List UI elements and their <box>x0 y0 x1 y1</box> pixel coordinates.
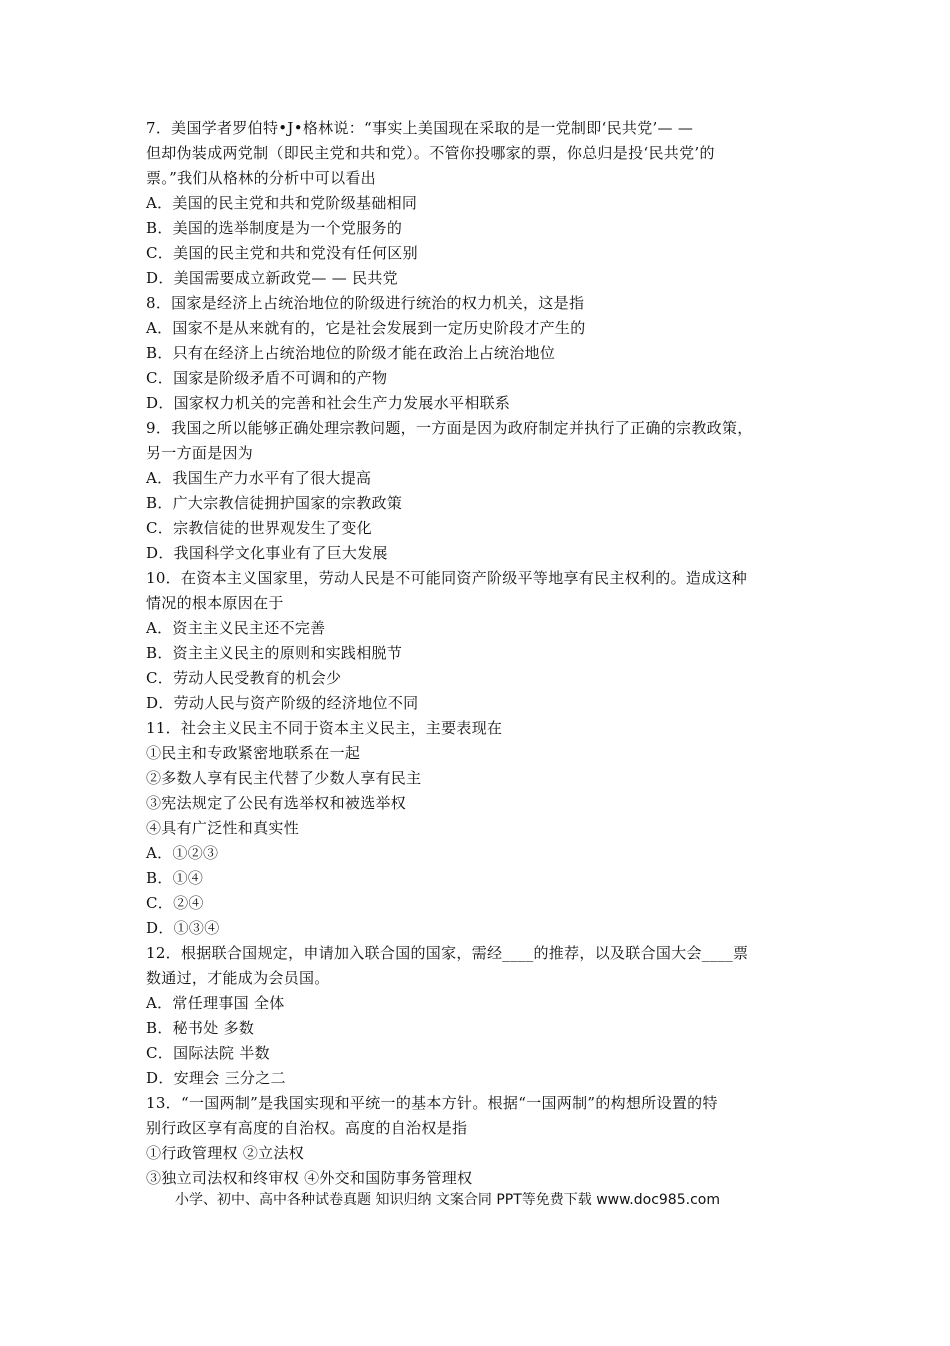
question-text-block <box>146 116 810 1191</box>
text-line: 别行政区享有高度的自治权。高度的自治权是指 <box>146 1119 468 1137</box>
text-line: A．常任理事国 全体 <box>146 994 285 1012</box>
text-line: 7．美国学者罗伯特•J•格林说：“事实上美国现在采取的是一党制即‘民共党’— — <box>146 119 694 137</box>
text-line: 票。”我们从格林的分析中可以看出 <box>146 169 376 187</box>
text-line: 10．在资本主义国家里，劳动人民是不可能同资产阶级平等地享有民主权利的。造成这种 <box>146 569 748 587</box>
text-line: C．国家是阶级矛盾不可调和的产物 <box>146 369 388 387</box>
text-line: B．美国的选举制度是为一个党服务的 <box>146 219 403 237</box>
text-line: B．秘书处 多数 <box>146 1019 255 1037</box>
text-line: ①行政管理权 ②立法权 <box>146 1144 305 1162</box>
text-line: ③宪法规定了公民有选举权和被选举权 <box>146 794 407 812</box>
text-line: B．广大宗教信徒拥护国家的宗教政策 <box>146 494 403 512</box>
text-line: D．劳动人民与资产阶级的经济地位不同 <box>146 694 419 712</box>
text-line: 9．我国之所以能够正确处理宗教问题，一方面是因为政府制定并执行了正确的宗教政策， <box>146 419 753 437</box>
text-line: 但却伪装成两党制（即民主党和共和党）。不管你投哪家的票，你总归是投‘民共党’的 <box>146 144 715 162</box>
text-line: B．资主主义民主的原则和实践相脱节 <box>146 644 403 662</box>
text-line: D．我国科学文化事业有了巨大发展 <box>146 544 388 562</box>
text-line: A．①②③ <box>146 844 219 862</box>
text-line: 情况的根本原因在于 <box>146 594 284 612</box>
text-line: 11．社会主义民主不同于资本主义民主，主要表现在 <box>146 719 503 737</box>
text-line: A．资主主义民主还不完善 <box>146 619 326 637</box>
text-line: D．美国需要成立新政党— — 民共党 <box>146 269 398 287</box>
text-line: C．国际法院 半数 <box>146 1044 270 1062</box>
text-line: C．美国的民主党和共和党没有任何区别 <box>146 244 418 262</box>
text-line: 另一方面是因为 <box>146 444 254 462</box>
text-line: ①民主和专政紧密地联系在一起 <box>146 744 361 762</box>
text-line: 数通过，才能成为会员国。 <box>146 969 330 987</box>
text-line: C．②④ <box>146 894 204 912</box>
text-line: ③独立司法权和终审权 ④外交和国防事务管理权 <box>146 1169 473 1187</box>
footer-watermark-text: 小学、初中、高中各种试卷真题 知识归纳 文案合同 PPT等免费下载 www.doc985.com <box>175 1192 720 1208</box>
text-line: D．①③④ <box>146 919 220 937</box>
text-line: ④具有广泛性和真实性 <box>146 819 300 837</box>
text-line: B．①④ <box>146 869 204 887</box>
text-line: A．美国的民主党和共和党阶级基础相同 <box>146 194 418 212</box>
text-line: B．只有在经济上占统治地位的阶级才能在政治上占统治地位 <box>146 344 556 362</box>
text-line: D．安理会 三分之二 <box>146 1069 286 1087</box>
text-line: D．国家权力机关的完善和社会生产力发展水平相联系 <box>146 394 511 412</box>
text-line: C．宗教信徒的世界观发生了变化 <box>146 519 372 537</box>
text-line: 8．国家是经济上占统治地位的阶级进行统治的权力机关，这是指 <box>146 294 585 312</box>
text-line: 13．“一国两制”是我国实现和平统一的基本方针。根据“一国两制”的构想所设置的特 <box>146 1094 718 1112</box>
text-line: C．劳动人民受教育的机会少 <box>146 669 342 687</box>
text-line: A．我国生产力水平有了很大提高 <box>146 469 372 487</box>
text-line: ②多数人享有民主代替了少数人享有民主 <box>146 769 422 787</box>
text-line: A．国家不是从来就有的，它是社会发展到一定历史阶段才产生的 <box>146 319 586 337</box>
text-line: 12．根据联合国规定，申请加入联合国的国家，需经____的推荐，以及联合国大会____票 <box>146 944 749 962</box>
